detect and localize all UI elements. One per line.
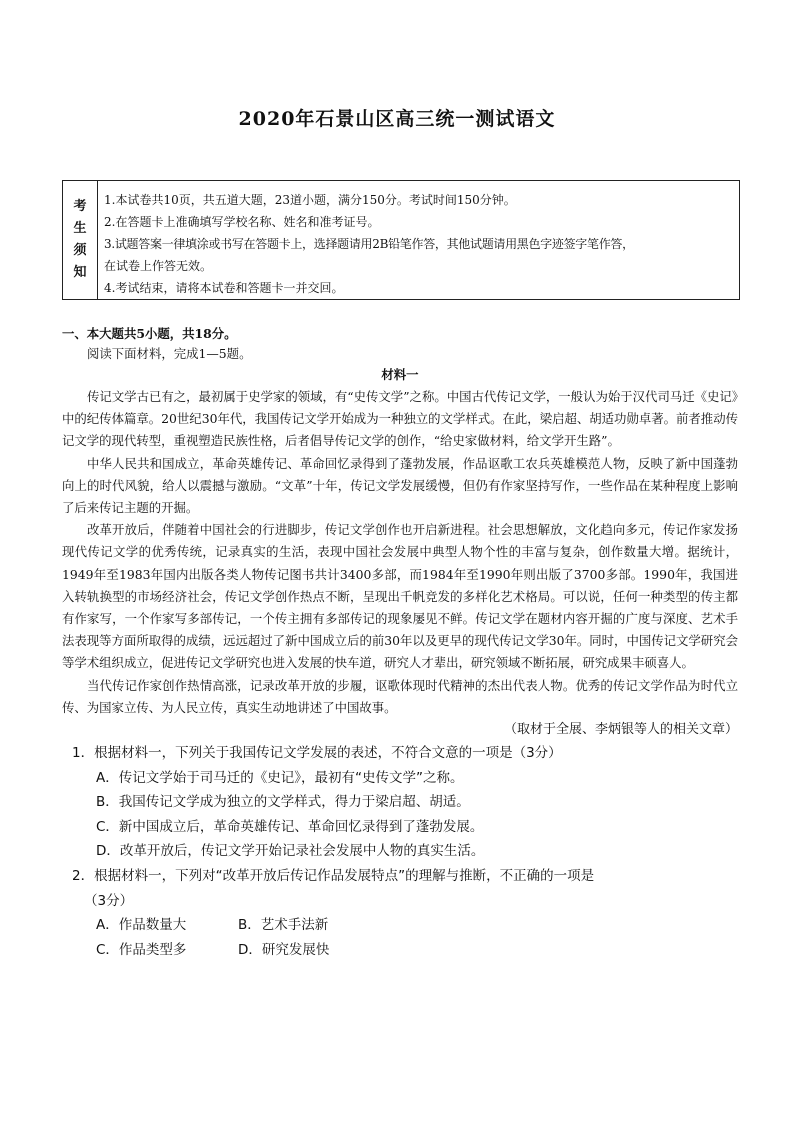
section-heading: 一、本大题共5小题，共18分。	[62, 326, 237, 341]
option-row	[62, 938, 738, 963]
reading-instruction: 阅读下面材料，完成1—5题。	[87, 346, 252, 361]
exam-content	[62, 324, 738, 962]
option-a: A．作品数量大	[96, 917, 187, 934]
notice-heading-char: 考	[73, 199, 87, 214]
material-title: 材料一	[381, 367, 419, 382]
option-row	[62, 913, 738, 938]
question-2	[62, 864, 738, 962]
notice-heading	[63, 181, 98, 299]
question-stem: 2．根据材料一，下列对“改革开放后传记作品发展特点”的理解与推断，不正确的一项是	[72, 868, 595, 885]
notice-heading-char: 须	[73, 243, 87, 258]
exam-title: 2020年石景山区高三统一测试语文	[238, 108, 556, 130]
material-paragraph: 当代传记作家创作热情高涨，记录改革开放的步履，讴歌体现时代精神的杰出代表人物。优秀的传记文学作品为时代立传、为国家立传、为人民立传，真实生动地讲述了中国故事。	[62, 677, 738, 715]
option-b: B．我国传记文学成为独立的文学样式，得力于梁启超、胡适。	[96, 794, 470, 811]
question-stem: 1．根据材料一，下列关于我国传记文学发展的表述，不符合文意的一项是（3分）	[72, 745, 562, 762]
material-paragraph: 中华人民共和国成立，革命英雄传记、革命回忆录得到了蓬勃发展，作品讴歌工农兵英雄模范人物，反映了新中国蓬勃向上的时代风貌，给人以震撼与激励。“文革”十年，传记文学发展缓慢，但仍有作家坚持写作，一些作品在某种程度上影响了后来传记主题的开掘。	[62, 455, 738, 516]
candidate-notice-box	[62, 180, 740, 300]
material-paragraph: 传记文学古已有之，最初属于史学家的领域，有“史传文学”之称。中国古代传记文学，一般认为始于汉代司马迁《史记》中的纪传体篇章。20世纪30年代，我国传记文学开始成为一种独立的文学样式。在此，梁启超、胡适功勋卓著。前者推动传记文学的现代转型，重视塑造民族性格，后者倡导传记文学的创作，“给史家做材料，给文学开生路”。	[62, 389, 738, 449]
notice-item: 在试卷上作答无效。	[104, 259, 213, 273]
option-d: D．改革开放后，传记文学开始记录社会发展中人物的真实生活。	[96, 843, 485, 860]
question-stem-score: （3分）	[84, 892, 134, 909]
notice-heading-char: 生	[73, 221, 87, 236]
option-b: B．艺术手法新	[238, 917, 329, 934]
option-c: C．新中国成立后，革命英雄传记、革命回忆录得到了蓬勃发展。	[96, 818, 484, 835]
notice-item: 4.考试结束，请将本试卷和答题卡一并交回。	[104, 281, 344, 295]
option-c: C．作品类型多	[96, 941, 187, 958]
question-1	[62, 741, 738, 864]
material-paragraph: 改革开放后，伴随着中国社会的行进脚步，传记文学创作也开启新进程。社会思想解放，文化趋向多元，传记作家发扬现代传记文学的优秀传统，记录真实的生活，表现中国社会发展中典型人物个性的丰富与复杂，创作数量大增。据统计，1949年至1983年国内出版各类人物传记图书共计3400多部，而1984年至1990年则出版了3700多部。1990年，我国进入转轨换型的市场经济社会，传记文学创作热点不断，呈现出千帆竞发的多样化艺术格局。可以说，任何一种类型的传主都有作家写，一个作家写多部传记，一个传主拥有多部传记的现象屡见不鲜。传记文学在题材内容开掘的广度与深度、艺术手法表现等方面所取得的成绩，远远超过了新中国成立后的前30年以及更早的现代传记文学30年。同时，中国传记文学研究会等学术组织成立，促进传记文学研究也进入发展的快车道，研究人才辈出，研究领域不断拓展，研究成果丰硕喜人。	[62, 522, 738, 671]
notice-items	[98, 181, 739, 299]
option-a: A．传记文学始于司马迁的《史记》，最初有“史传文学”之称。	[96, 769, 464, 786]
notice-item: 3.试题答案一律填涂或书写在答题卡上，选择题请用2B铅笔作答，其他试题请用黑色字迹签字笔作答，	[104, 237, 634, 251]
material-source: （取材于全展、李炳银等人的相关文章）	[503, 722, 738, 738]
notice-heading-char: 知	[73, 265, 87, 280]
notice-item: 2.在答题卡上准确填写学校名称、姓名和准考证号。	[104, 215, 380, 229]
notice-item: 1.本试卷共10页，共五道大题，23道小题，满分150分。考试时间150分钟。	[104, 193, 516, 207]
option-d: D．研究发展快	[238, 941, 330, 958]
